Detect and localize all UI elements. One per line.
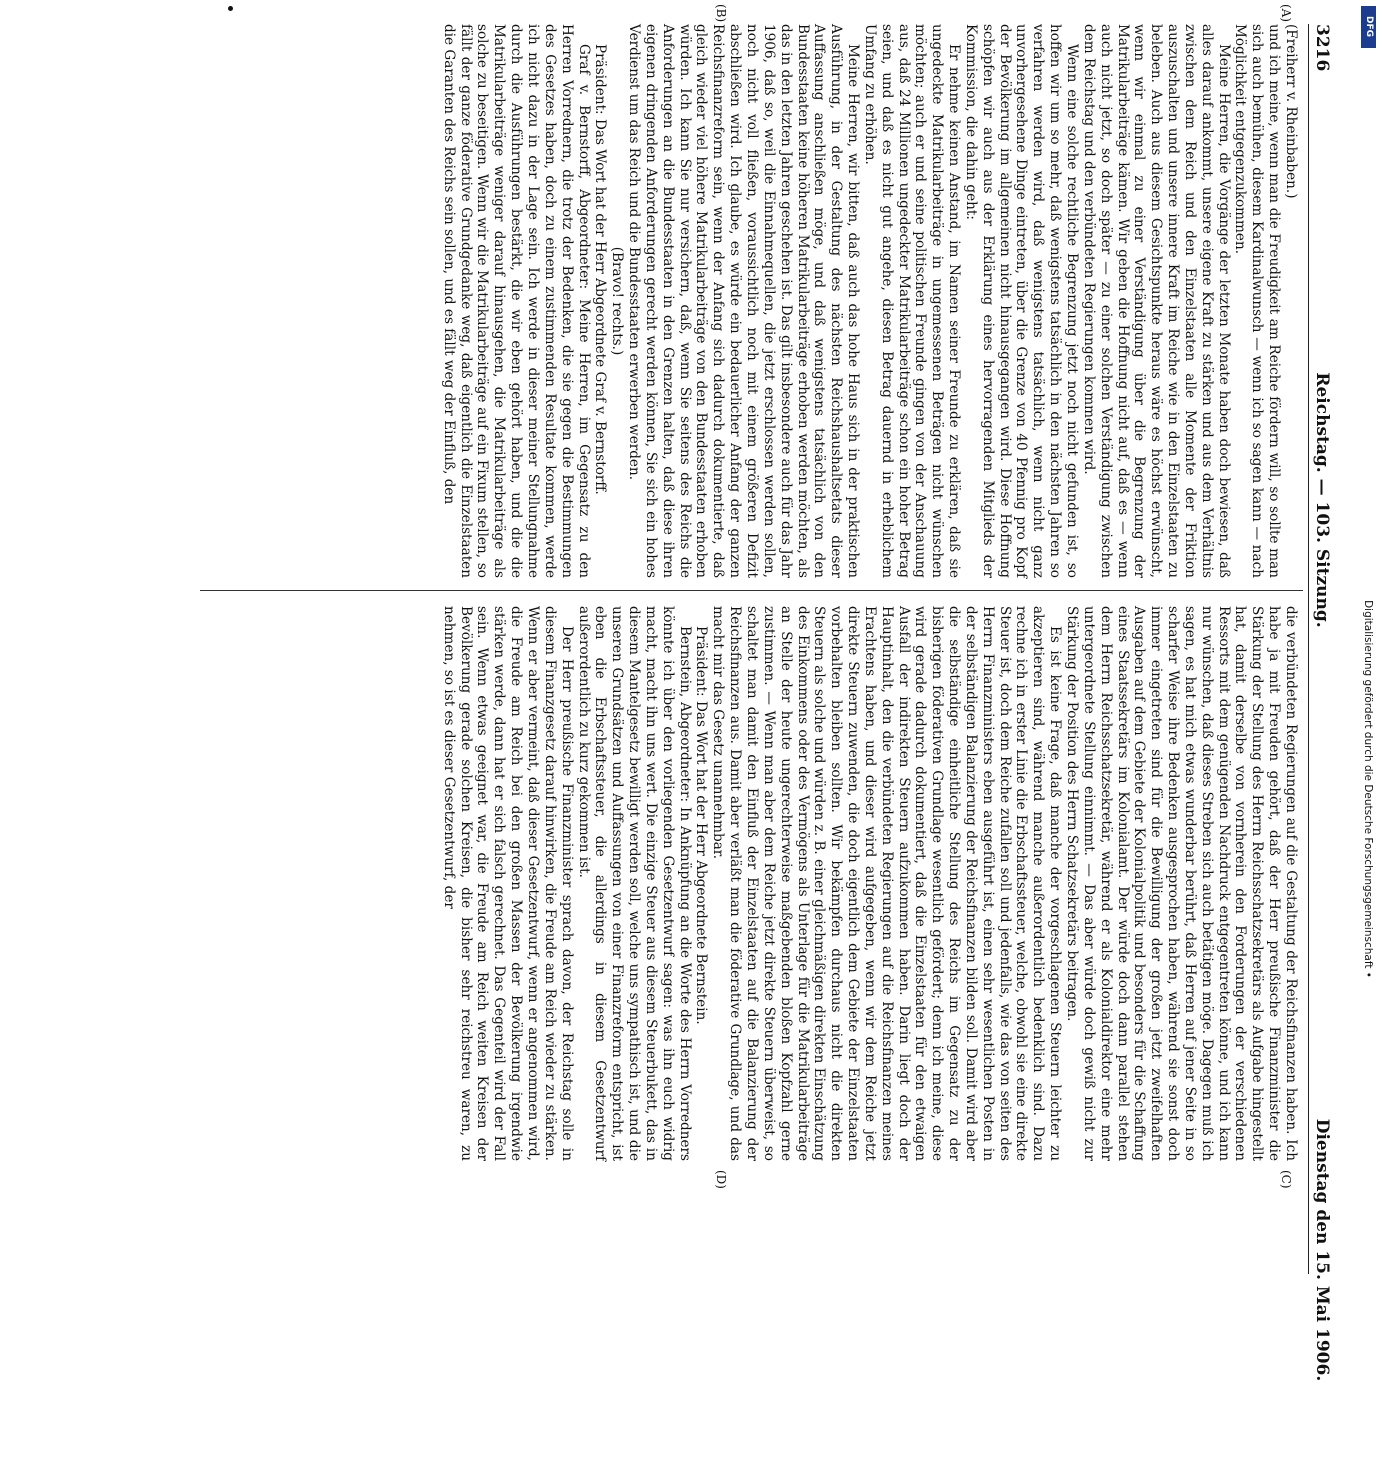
margin-mark-b: (B): [714, 4, 728, 23]
paragraph: Präsident: Das Wort hat der Herr Abgeordnete Bernstein.: [693, 626, 710, 1025]
interjection: (Bravo! rechts.): [609, 246, 626, 356]
margin-mark-a: (A): [1279, 4, 1293, 23]
left-running-title: Reichstag. — 103. Sitzung.: [1312, 372, 1332, 628]
speaker-header: (Freiherr v. Rheinbaben.): [1283, 24, 1299, 199]
paragraph: Bernstein, Abgeordneter: In Anknüpfung an die Worte des Herrn Vorredners könnte ich über den vorliegenden Gesetzentwurf sagen: was ihn euch widrig macht, macht ihn uns wert. Die einzige Steuer aus diesem Steuerbukett, das in diesem Mantelgesetz bewilligt werden soll, welche uns sympathisch ist, und die unseren Grundsätzen und Auffassungen von einer Finanzreform entspricht, ist eben die Erbschaftssteuer, die allerdings in diesem Gesetzentwurf außerordentlich zu kurz gekommen ist.: [575, 606, 693, 1161]
digitization-credit: [1361, 18, 1375, 978]
paragraph: Meine Herren, die Vorgänge der letzten Monate haben doch bewiesen, daß alles darauf ankommt, unsere eigene Kraft zu stärken und aus dem Verhältnis zwischen dem Reich und den Einzelstaaten alle Momente der Friktion auszuschalten und unsere innere Kraft im Reiche wie in den Einzelstaaten zu beleben. Auch aus diesem Gesichtspunkte heraus wäre es höchst erwünscht, wenn wir einmal zu einer Verständigung über die Begrenzung der Matrikularbeiträge kämen. Wir geben die Hoffnung nicht auf, daß es — wenn auch nicht jetzt, so doch später — zu einer solchen Verständigung zwischen dem Reichstag und den verbündeten Regierungen kommen wird.: [1080, 24, 1232, 578]
paragraph: Präsident: Das Wort hat der Herr Abgeordnete Graf v. Bernstorff.: [592, 44, 609, 495]
margin-dot: [228, 6, 233, 11]
right-text-column: [30, 606, 1299, 1161]
dfg-logo: DFG: [1361, 6, 1376, 48]
paragraph: die verbündeten Regierungen auf die Gestaltung der Reichsfinanzen haben. Ich habe ja mit Freuden gehört, daß der Herr preußische Finanzminister die Stärkung der Stellung des Herrn Reichsschatzsekretärs als Aufgabe hingestellt hat, damit derselbe von vornherein den Forderungen der verschiedenen Ressorts mit dem genügenden Nachdruck entgegentreten könne, und ich kann nur wünschen, daß dieses Streben sich auch betätigen möge. Dagegen muß ich sagen, es hat mich etwas wunderbar berührt, daß Herren auf jener Seite in so scharfer Weise ihre Bedenken ausgesprochen haben, während sie sonst doch immer eingetreten sind für die Bewilligung der großen jetzt zweifelhaften Ausgaben auf dem Gebiete der Kolonialpolitik und besonders für die Schaffung eines Staatssekretärs im Kolonialamt. Der würde doch dann parallel stehen dem Herrn Reichsschatzsekretär, während er als Kolonialdirektor eine mehr untergeordnete Stellung einnimmt. — Das aber würde doch gewiß nicht zur Stärkung der Position des Herrn Schatzsekretärs beitragen.: [1064, 606, 1299, 1161]
paragraph: und ich meine, wenn man die Freudigkeit am Reiche fördern will, so sollte man sich auch bemühen, diesem Kardinalwunsch — wenn ich so sagen kann — nach Möglichkeit entgegenzukommen.: [1232, 24, 1283, 578]
margin-mark-c: (C): [1279, 1170, 1293, 1189]
paragraph: Es ist keine Frage, daß manche der vorgeschlagenen Steuern leichter zu akzeptieren sind, während manche außerordentlich bedenklich sind. Dazu rechne ich in erster Linie die Erbschaftssteuer, welche, obwohl sie eine direkte Steuer ist, doch dem Reiche zufallen soll und jedenfalls, wie das von seiten des Herrn Finanzministers eben ausgeführt ist, einen sehr wesentlichen Posten in der selbständigen Balanzierung der Reichsfinanzen bilden soll. Damit wird aber die selbständige einheitliche Stellung des Reichs im Gegensatz zu der bisherigen föderativen Grundlage wesentlich gefördert; denn ich meine, diese wird gerade dadurch dokumentiert, daß die Einzelstaaten für den etwaigen Ausfall der indirekten Steuern aufzukommen haben. Darin liegt doch der Hauptinhalt, den die verbündeten Regierungen auf die Reichsfinanzen meines Erachtens haben, und dieser wird aufgegeben, wenn wir dem Reiche jetzt direkte Steuern zuwenden, die doch eigentlich dem Gebiete der Einzelstaaten vorbehalten bleiben sollten. Wir bekämpfen durchaus nicht die direkten Steuern als solche und würden z. B. einer gleichmäßigen direkten Einschätzung des Einkommens oder des Vermögens als Unterlage für die Matrikularbeiträge an Stelle der heute ungerechterweise maßgebenden bloßen Kopfzahl gerne zustimmen. — Wenn man aber dem Reiche jetzt direkte Steuern überweist, so schaltet man damit den Einfluß der Einzelstaaten auf die Balanzierung der Reichsfinanzen aus. Damit aber verläßt man die föderative Grundlage, und das macht mir das Gesetz unannehmbar.: [710, 606, 1064, 1161]
page-number: 3216: [1312, 24, 1332, 72]
column-divider: [200, 590, 1303, 591]
paragraph: Graf v. Bernstorff, Abgeordneter: Meine Herren, im Gegensatz zu den Herren Vorrednern, die trotz der Bedenken, die sie gegen die Bestimmungen des Gesetzes haben, doch zu einem zustimmenden Resultate kommen, werde ich nicht dazu in der Lage sein. Ich werde in dieser meiner Stellungnahme durch die Ausführungen bestärkt, die wir eben gehört haben, und die die Matrikularbeiträge weniger darauf hinausgehen, die Matrikularbeiträge als solche zu beseitigen. Wenn wir die Matrikularbeiträge auf ein Fixum stellen, so fällt der ganze föderative Grundgedanke weg, daß eigentlich die Einzelstaaten die Garanten des Reichs sein sollen, und es fällt weg der Einfluß, den: [440, 24, 592, 578]
margin-mark-d: (D): [714, 1170, 728, 1189]
credit-text: Digitalisierung gefördert durch die Deutsche Forschungsgemeinschaft •: [1362, 600, 1374, 978]
right-running-title: Dienstag den 15. Mai 1906.: [1312, 1118, 1332, 1382]
left-text-column: [30, 24, 1299, 578]
paragraph: Er nehme keinen Anstand, im Namen seiner Freunde zu erklären, daß sie ungedeckte Matrikularbeiträge in ungemessenen Beträgen nicht wünschen möchten; auch er und seine politischen Freunde gingen von der Anschauung aus, daß 24 Millionen ungedeckter Matrikularbeiträge schon ein hoher Betrag seien, und daß es nicht gut angehe, diesen Betrag dauernd in erheblichem Umfang zu erhöhen.: [861, 24, 963, 578]
header-rule: [1308, 24, 1309, 1274]
paragraph: Meine Herren, wir bitten, daß auch das hohe Haus sich in der praktischen Ausführung, in der Gestaltung des nächsten Reichshaushaltsetats dieser Auffassung anschließen möge, und daß wenigstens tatsächlich von den Bundesstaaten keine höheren Matrikularbeiträge erhoben werden möchten, als das in den letzten Jahren geschehen ist. Das gilt insbesondere auch für das Jahr 1906, daß so, weil die Einnahmequellen, die jetzt erschlossen werden sollen, noch nicht voll fließen, voraussichtlich noch mit einem größeren Defizit abschließen wird. Ich glaube, es würde ein bedauerlicher Anfang der ganzen Reichsfinanzreform sein, wenn der Anfang sich dadurch dokumentierte, daß gleich wieder viel höhere Matrikularbeiträge von den Bundesstaaten erhoben würden. Ich kann Sie nur versichern, daß, wenn Sie seitens des Reichs die Anforderungen an die Bundesstaaten in den Grenzen halten, daß diese ihren eigenen dringenden Anforderungen gerecht werden können, Sie sich ein hohes Verdienst um das Reich und die Bundesstaaten erwerben werden.: [626, 24, 862, 578]
paragraph: Wenn eine solche rechtliche Begrenzung jetzt noch nicht gefunden ist, so hoffen wir um so mehr, daß wenigstens tatsächlich in den nächsten Jahren so verfahren werden wird, daß wenigstens tatsächlich, wenn nicht ganz unvorhergesehene Dinge eintreten, über die Grenze von 40 Pfennig pro Kopf der Bevölkerung im allgemeinen nicht hinausgegangen wird. Diese Hoffnung schöpfen wir auch aus der Erklärung eines hervorragenden Mitglieds der Kommission, die dahin geht:: [962, 24, 1081, 578]
paragraph: Der Herr preußische Finanzminister sprach davon, der Reichstag solle in diesem Finanzgesetz darauf hinwirken, die Freude am Reich wieder zu stärken. Wenn er aber vermeint, daß dieser Gesetzentwurf, wenn er angenommen wird, die Freude am Reich bei den großen Massen der Bevölkerung irgendwie stärken werde, dann hat er sich falsch gerechnet. Das Gegenteil wird der Fall sein. Wenn etwas geeignet war, die Freude am Reich weiten Kreisen der Bevölkerung gerade solchen Kreisen, die bisher sehr reichstreu waren, zu nehmen, so ist es dieser Gesetzentwurf, der: [440, 606, 575, 1161]
